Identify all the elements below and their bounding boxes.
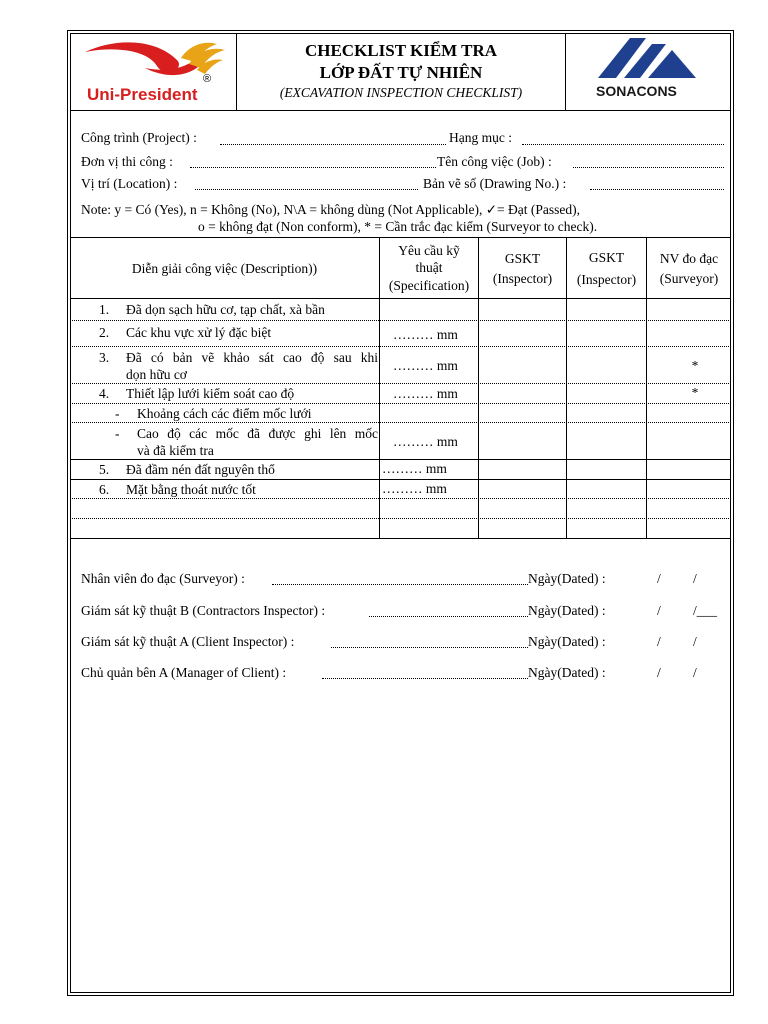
row-description: Các khu vực xử lý đặc biệt bbox=[126, 325, 272, 340]
col-header-gskt-2-line1: GSKT bbox=[588, 250, 625, 265]
location-label: Vị trí (Location) : bbox=[81, 176, 178, 191]
col-header-surveyor bbox=[647, 250, 731, 287]
signature-field[interactable] bbox=[322, 678, 528, 679]
uni-president-logo bbox=[85, 38, 230, 104]
contractor-label: Đơn vị thi công : bbox=[81, 154, 173, 169]
date-separator: / bbox=[657, 571, 661, 586]
row-bullet: - bbox=[115, 406, 120, 421]
row-border bbox=[70, 498, 731, 499]
date-separator: / bbox=[693, 634, 697, 649]
signature-label: Giám sát kỹ thuật B (Contractors Inspector) : bbox=[81, 603, 326, 618]
signature-label: Chủ quản bên A (Manager of Client) : bbox=[81, 665, 287, 680]
date-label: Ngày(Dated) : bbox=[528, 571, 606, 586]
date-label: Ngày(Dated) : bbox=[528, 603, 606, 618]
row-spec[interactable]: ……… mm bbox=[393, 327, 458, 342]
header-row-border bbox=[70, 298, 731, 299]
row-description-continued: dọn hữu cơ bbox=[126, 367, 187, 382]
col-header-gskt-1 bbox=[479, 250, 566, 287]
row-description: Đã đầm nén đất nguyên thổ bbox=[126, 462, 275, 477]
col-header-gskt-2 bbox=[567, 249, 646, 288]
row-number: 2. bbox=[99, 325, 110, 340]
row-number: 3. bbox=[99, 350, 110, 365]
row-number: 1. bbox=[99, 302, 110, 317]
col-header-surveyor-line2: (Surveyor) bbox=[659, 271, 719, 286]
col-header-description: Diễn giải công việc (Description)) bbox=[131, 261, 318, 276]
row-description: Mặt bằng thoát nước tốt bbox=[126, 482, 256, 497]
table-top-border bbox=[70, 237, 731, 238]
row-surveyor-mark: * bbox=[691, 385, 699, 400]
header-divider-right bbox=[565, 33, 566, 111]
signature-field[interactable] bbox=[369, 616, 528, 617]
date-separator: / bbox=[693, 571, 697, 586]
row-spec[interactable]: ……… mm bbox=[382, 481, 447, 496]
location-field[interactable] bbox=[195, 189, 418, 190]
row-description: Đã có bản vẽ khảo sát cao độ sau khi bbox=[126, 350, 378, 365]
col-header-spec bbox=[380, 242, 478, 294]
row-description: Thiết lập lưới kiểm soát cao độ bbox=[126, 386, 295, 401]
col-header-spec-line2: thuật bbox=[415, 260, 443, 275]
signature-label: Giám sát kỹ thuật A (Client Inspector) : bbox=[81, 634, 295, 649]
note-line-2: o = không đạt (Non conform), * = Cần trắc đạc kiểm (Surveyor to check). bbox=[198, 219, 598, 234]
row-number: 6. bbox=[99, 482, 110, 497]
col-header-gskt-1-line2: (Inspector) bbox=[492, 271, 553, 286]
title-line-2: LỚP ĐẤT TỰ NHIÊN bbox=[319, 63, 483, 82]
project-field[interactable] bbox=[220, 144, 446, 145]
drawing-label: Bản vẽ số (Drawing No.) : bbox=[423, 176, 567, 191]
sonacons-logo bbox=[590, 36, 702, 102]
row-border bbox=[70, 403, 731, 404]
row-border bbox=[70, 518, 731, 519]
row-surveyor-mark: * bbox=[691, 358, 699, 373]
row-bullet: - bbox=[115, 426, 120, 441]
col-header-gskt-2-line2: (Inspector) bbox=[576, 272, 637, 287]
row-border bbox=[70, 383, 731, 384]
col-header-spec-line3: (Specification) bbox=[388, 278, 470, 293]
col-header-gskt-1-line1: GSKT bbox=[504, 251, 541, 266]
date-separator: /___ bbox=[693, 603, 718, 618]
row-description: Khoảng cách các điểm mốc lưới bbox=[137, 406, 312, 421]
date-separator: / bbox=[657, 634, 661, 649]
contractor-field[interactable] bbox=[190, 167, 436, 168]
row-spec[interactable]: ……… mm bbox=[382, 461, 447, 476]
uni-logo-text: Uni-President bbox=[87, 85, 198, 104]
job-field[interactable] bbox=[573, 167, 724, 168]
item-label: Hạng mục : bbox=[449, 130, 512, 145]
date-separator: / bbox=[657, 603, 661, 618]
date-label: Ngày(Dated) : bbox=[528, 634, 606, 649]
table-bottom-border bbox=[70, 538, 731, 539]
item-field[interactable] bbox=[522, 144, 724, 145]
row-border bbox=[70, 422, 731, 423]
date-label: Ngày(Dated) : bbox=[528, 665, 606, 680]
row-description: Đã dọn sạch hữu cơ, tạp chất, xà bần bbox=[126, 302, 325, 317]
row-border bbox=[70, 320, 731, 321]
uni-logo-mark: ® bbox=[203, 73, 212, 85]
project-label: Công trình (Project) : bbox=[81, 130, 197, 145]
row-spec[interactable]: ……… mm bbox=[393, 386, 458, 401]
row-number: 4. bbox=[99, 386, 110, 401]
signature-field[interactable] bbox=[331, 647, 528, 648]
row-description-continued: và đã kiểm tra bbox=[137, 443, 214, 458]
col-header-surveyor-line1: NV đo đạc bbox=[659, 251, 719, 266]
job-label: Tên công việc (Job) : bbox=[437, 154, 552, 169]
sonacons-logo-text: SONACONS bbox=[596, 83, 677, 99]
row-border bbox=[70, 346, 731, 347]
date-separator: / bbox=[693, 665, 697, 680]
row-spec[interactable]: ……… mm bbox=[393, 358, 458, 373]
document-title bbox=[237, 40, 565, 102]
col-header-spec-line1: Yêu cầu kỹ bbox=[398, 243, 460, 258]
row-description: Cao độ các mốc đã được ghi lên mốc bbox=[137, 426, 378, 441]
drawing-field[interactable] bbox=[590, 189, 724, 190]
signature-field[interactable] bbox=[272, 584, 528, 585]
signature-label: Nhân viên đo đạc (Surveyor) : bbox=[81, 571, 245, 586]
row-spec[interactable]: ……… mm bbox=[393, 434, 458, 449]
title-line-1: CHECKLIST KIỂM TRA bbox=[304, 41, 498, 60]
note-line-1: Note: y = Có (Yes), n = Không (No), N\A = không dùng (Not Applicable), ✓= Đạt (Passed), bbox=[81, 202, 580, 217]
title-line-3: (EXCAVATION INSPECTION CHECKLIST) bbox=[279, 85, 523, 100]
date-separator: / bbox=[657, 665, 661, 680]
row-number: 5. bbox=[99, 462, 110, 477]
